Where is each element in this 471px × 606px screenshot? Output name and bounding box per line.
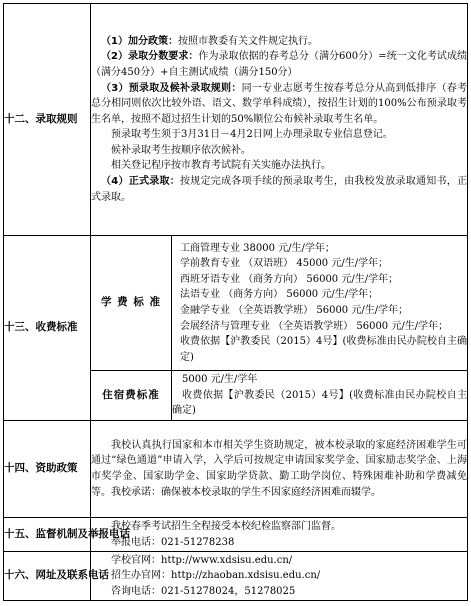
tuition-content — [172, 236, 468, 371]
lodging-basis: 收费依据【沪教委民（2015）4号】(收费标准由民办院校自主确定) — [172, 389, 468, 417]
admissions-table — [3, 3, 468, 601]
contact-phone: 咨询电话：021-51278024，51278025 — [111, 585, 296, 597]
section-title-contact: 十六、网址及联系电话 — [4, 552, 91, 601]
tuition-title: 学 费 标 准 — [91, 236, 172, 371]
rule-item-2: （2）录取分数要求：作为录取依据的春考总分（满分600分）=统一文化考试成绩（满分450分）+自主测试成绩（满分150分） — [91, 51, 468, 78]
contact-admissions: 招生办官网：http://zhaoban.xdsisu.edu.cn/ — [111, 570, 321, 582]
rule-confirm-paragraph: 预录取考生须于3月31日－4月2日网上办理录取专业信息登记。 — [111, 129, 393, 141]
supervision-paragraph: 我校春季考试招生全程接受本校纪检监察部门监督。 — [111, 520, 341, 532]
rule-item-3: （3）预录取及候补录取规则：同一专业志愿考生按春考总分从高到低排序（春考总分相同则依次比较外语、语文、数学单科成绩），按招生计划的100%公布预录取考生名单，按照不超过招生计划的50%顺位公布候补录取考生名单。 — [91, 82, 468, 125]
rule-item-1: （1）加分政策：按照市教委有关文件规定执行。 — [101, 35, 318, 47]
section-contact — [4, 552, 468, 601]
tuition-item: 西班牙语专业 （商务方向） 56000 元/生/学年； — [180, 273, 399, 285]
section-supervision — [4, 518, 468, 552]
contact-content — [91, 552, 468, 601]
section-fees-tuition — [4, 236, 468, 371]
section-aid — [4, 421, 468, 518]
section-rules — [4, 4, 468, 236]
supervision-content — [91, 518, 468, 552]
tuition-item: 会展经济与管理专业 （全英语教学班） 56000 元/生/学年； — [180, 320, 449, 332]
lodging-title: 住宿费标准 — [91, 371, 172, 421]
rule-backup-paragraph: 候补录取考生按顺序依次候补。 — [111, 144, 251, 156]
section-title-fees: 十三、收费标准 — [4, 236, 91, 421]
tuition-basis: 收费依据【沪教委民（2015）4号】(收费标准由民办院校自主确定) — [180, 336, 468, 363]
aid-paragraph: 我校认真执行国家和本市相关学生资助规定，被本校录取的家庭经济困难学生可通过“绿色通道”申请入学，入学后可按规定申请国家奖学金、国家励志奖学金、上海市奖学金、国家助学金、国家助学贷款、勤工助学岗位、特殊困难补助和学费减免等。我校承诺：确保被本校录取的学生不因家庭经济困难而辍学。 — [91, 439, 468, 498]
section-title-rules: 十二、录取规则 — [4, 4, 91, 236]
lodging-content — [172, 371, 468, 421]
aid-content — [91, 421, 468, 518]
section-title-aid: 十四、资助政策 — [4, 421, 91, 518]
rules-content — [91, 4, 468, 236]
tuition-item: 学前教育专业 （双语班） 45000 元/生/学年； — [180, 258, 389, 270]
tuition-item: 工商管理专业 38000 元/生/学年； — [180, 242, 335, 254]
supervision-phone: 举报电话：021-51278238 — [111, 536, 235, 548]
tuition-item: 金融学专业 （全英语教学班） 56000 元/生/学年； — [180, 305, 409, 316]
lodging-amount: 5000 元/生/学年 — [182, 374, 258, 386]
rule-procedure-paragraph: 相关登记程序按市教育考试院有关实施办法执行。 — [111, 160, 331, 172]
contact-site: 学校官网：http://www.xdsisu.edu.cn/ — [111, 554, 293, 566]
tuition-item: 法语专业 （商务方向） 56000 元/生/学年； — [180, 289, 379, 301]
rule-item-4: （4）正式录取：按规定完成各项手续的预录取考生，由我校发放录取通知书，正式录取。 — [91, 176, 468, 203]
section-title-supervision: 十五、监督机制及举报电话 — [4, 518, 91, 552]
